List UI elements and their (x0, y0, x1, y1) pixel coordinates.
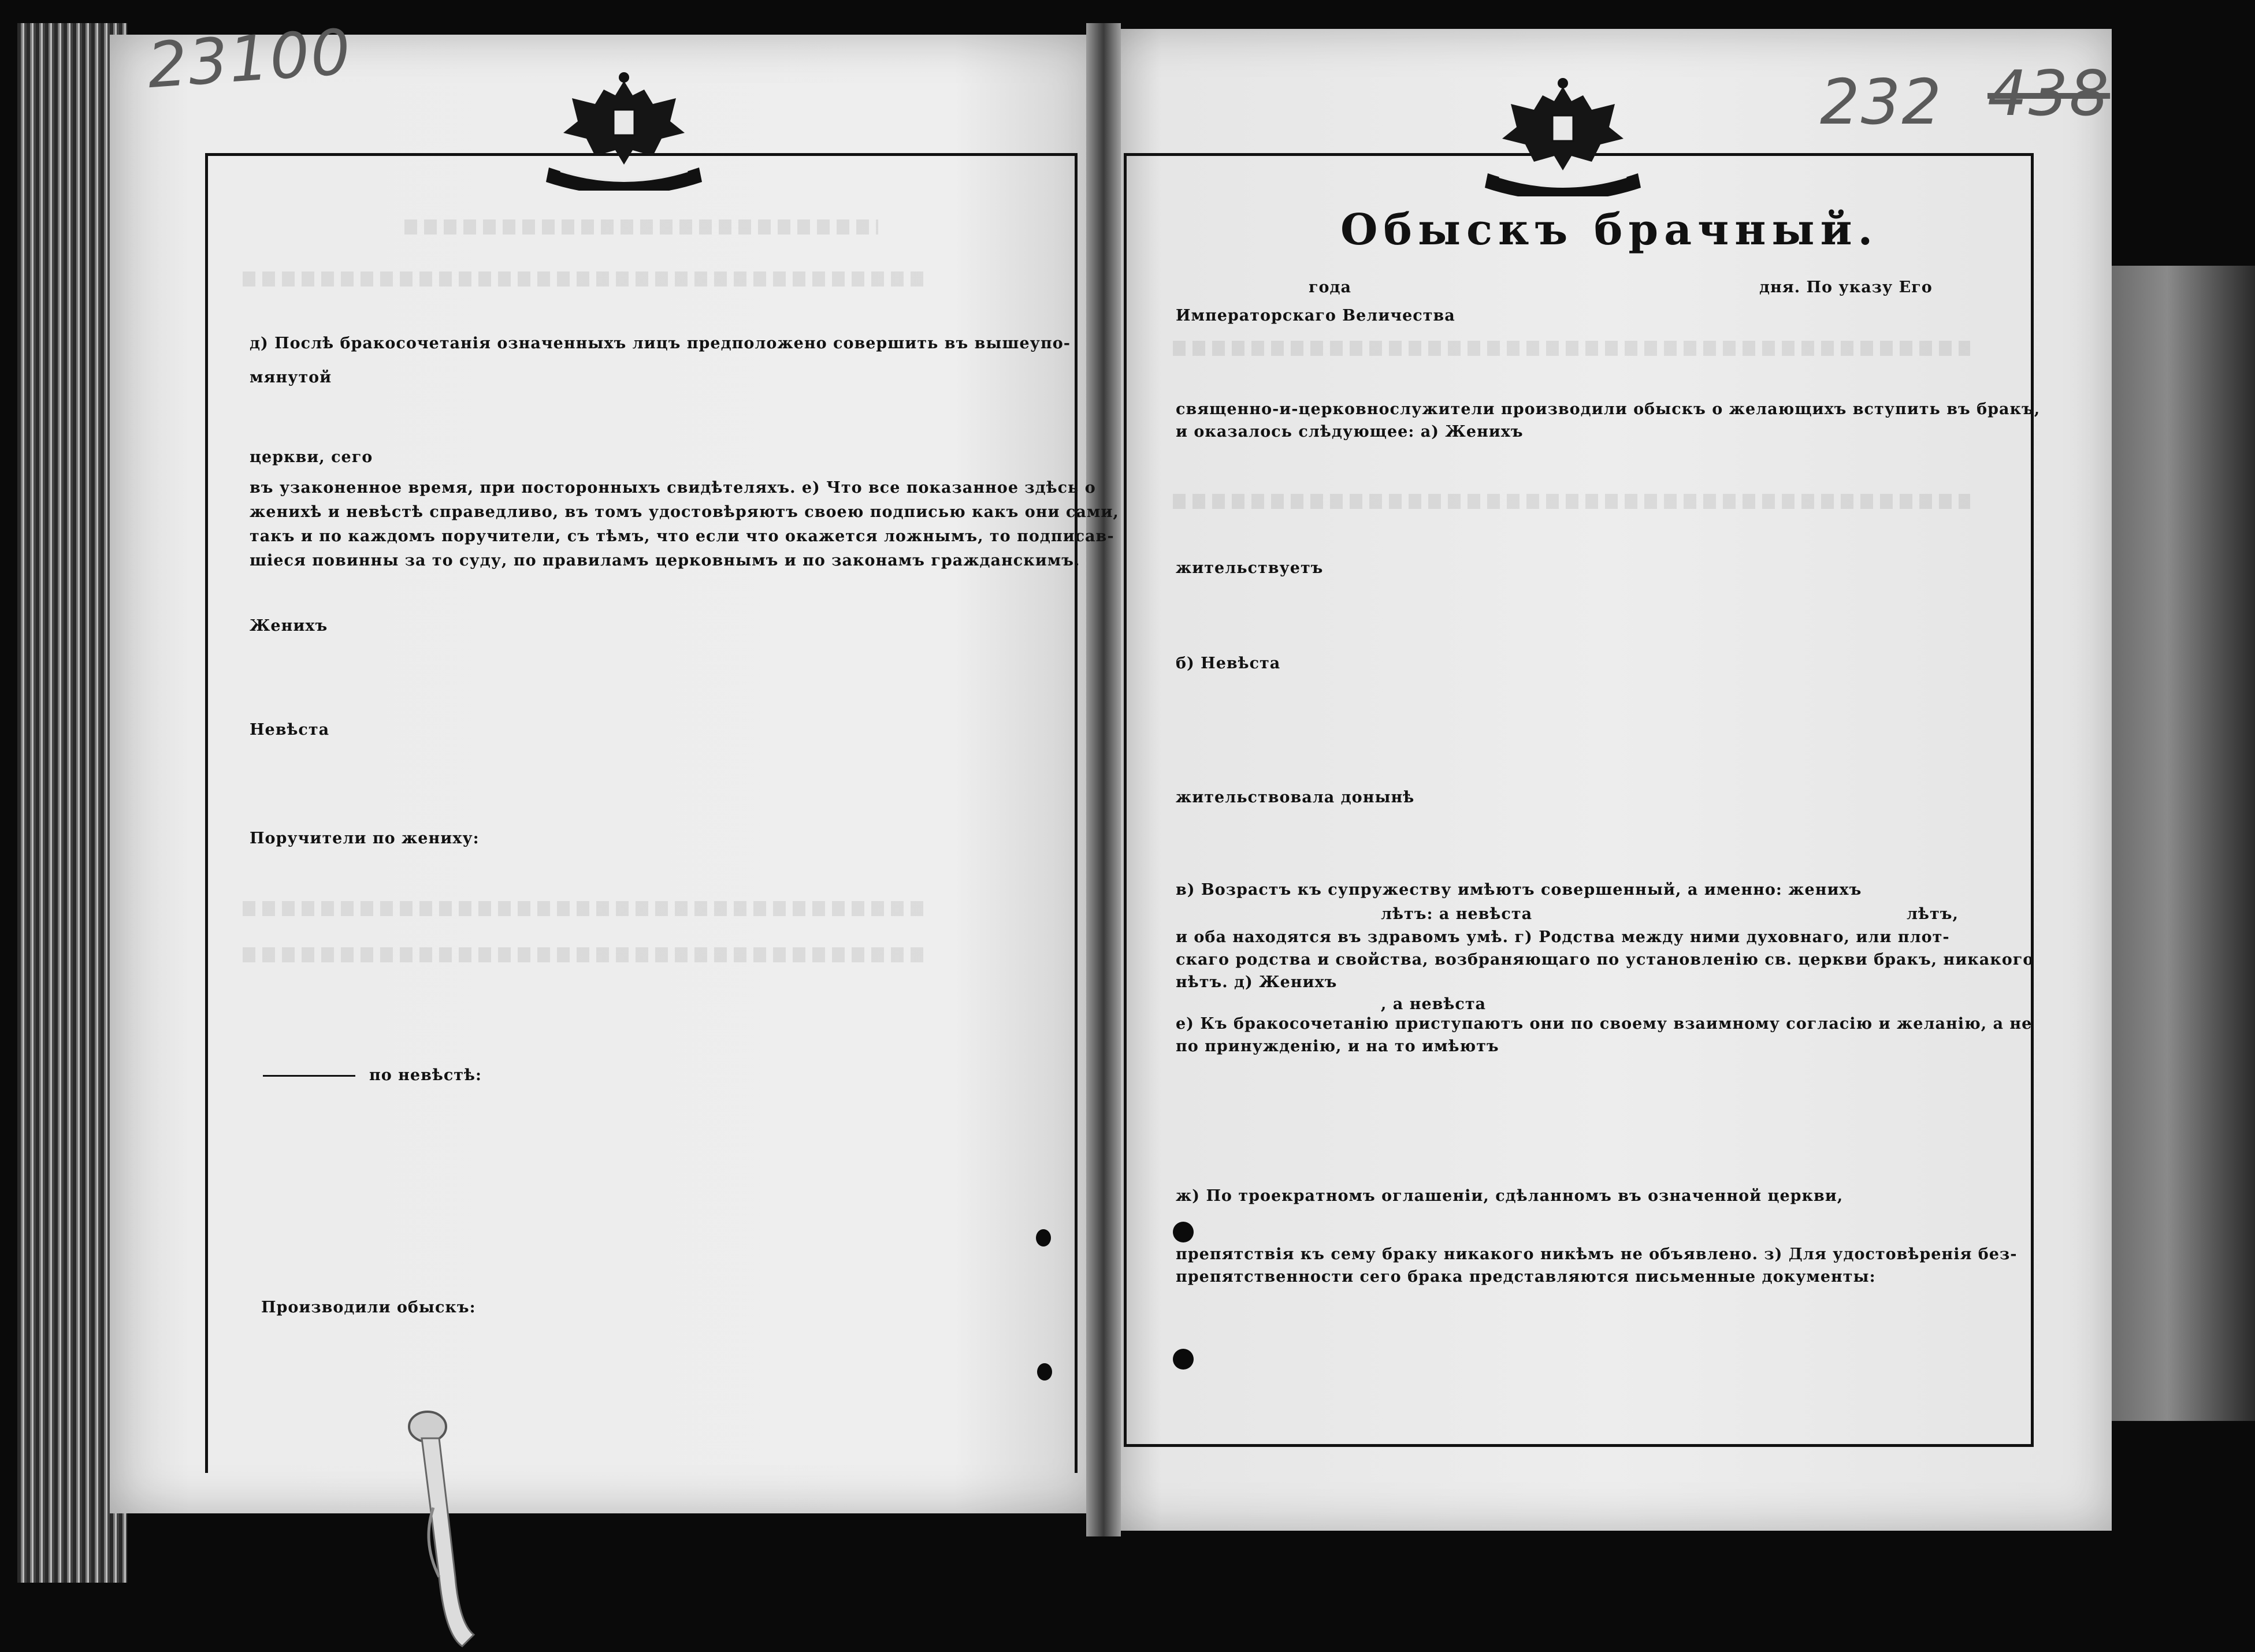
ink-blot (1173, 1222, 1194, 1242)
binding-hole (1037, 1363, 1052, 1381)
ink-blot (1173, 1349, 1194, 1370)
bride-residence-label: жительствовала донынѣ (1176, 788, 1415, 806)
day-decree-label: дня. По указу Его (1759, 278, 1933, 296)
year-label: года (1309, 278, 1352, 296)
left-paragraph-line: въ узаконенное время, при посторонныхъ свидѣтеляхъ. е) Что все показанное здѣсь о (250, 479, 1096, 497)
groom-residence-label: жительствуетъ (1176, 559, 1324, 577)
groom-label: Женихъ (250, 617, 328, 635)
left-church-line: церкви, сего (250, 448, 373, 466)
age-line: лѣтъ, (1907, 905, 1959, 923)
left-paragraph-line: такъ и по каждомъ поручители, съ тѣмъ, что если что окажется ложнымъ, то подписав- (250, 527, 1115, 545)
consent-line: е) Къ бракосочетанію приступаютъ они по своему взаимному согласію и желанію, а не (1176, 1015, 2033, 1033)
majesty-line: Императорскаго Величества (1176, 307, 1455, 325)
clergy-line: и оказалось слѣдующее: а) Женихъ (1176, 423, 1524, 441)
double-headed-eagle-crest-icon (1476, 75, 1650, 196)
banns-line: ж) По троекратномъ оглашеніи, сдѣланномъ въ означенной церкви, (1176, 1187, 1844, 1205)
paper-clip-icon (399, 1404, 480, 1652)
clergy-line: священно-и-церковнослужители производили обыскъ о желающихъ вступить въ бракъ, (1176, 400, 2041, 418)
groom-guarantors-label: Поручители по жениху: (250, 829, 480, 847)
obstacle-line: препятственности сего брака представляются письменные документы: (1176, 1268, 1876, 1286)
consent-line: по принужденію, и на то имѣютъ (1176, 1037, 1499, 1055)
left-paragraph-line: шіеся повинны за то суду, по правиламъ церковнымъ и по законамъ гражданскимъ. (250, 552, 1080, 570)
kinship-line: нѣтъ. д) Женихъ (1176, 973, 1338, 991)
bride-guarantors-row (263, 1065, 482, 1087)
folio-number-old: 438 (1987, 58, 2111, 130)
binding-hole (1036, 1229, 1051, 1247)
folio-number: 232 (1820, 66, 1943, 139)
kinship-line: , а невѣста (1381, 995, 1487, 1013)
right-background-shadow (2109, 266, 2255, 1421)
blank-line (263, 1075, 355, 1077)
book-gutter (1086, 23, 1121, 1536)
document-title: Обыскъ брачный. (1340, 205, 1879, 255)
left-paragraph-line: д) Послѣ бракосочетанія означенныхъ лицъ предположено совершить въ вышеупо- (250, 334, 1071, 352)
kinship-line: скаго родства и свойства, возбраняющаго по установленію св. церкви бракъ, никакого (1176, 951, 2034, 969)
bride-guarantors-label: по невѣстѣ: (369, 1066, 482, 1084)
left-paragraph-line: женихѣ и невѣстѣ справедливо, въ томъ удостовѣряютъ своею подписью какъ они сами, (250, 503, 1119, 521)
age-line: лѣтъ: а невѣста (1381, 905, 1533, 923)
double-headed-eagle-crest-icon (537, 69, 711, 191)
conducted-by-label: Производили обыскъ: (261, 1298, 476, 1316)
age-line: в) Возрастъ къ супружеству имѣютъ совершенный, а именно: женихъ (1176, 881, 1862, 899)
left-paragraph-line: мянутой (250, 369, 332, 386)
bride-label: Невѣста (250, 721, 330, 739)
archive-number: 23100 (145, 16, 354, 103)
obstacle-line: препятствія къ сему браку никакого никѣмъ не объявлено. з) Для удостовѣренія без- (1176, 1245, 2018, 1263)
kinship-line: и оба находятся въ здравомъ умѣ. г) Родства между ними духовнаго, или плот- (1176, 928, 1950, 946)
bride-label-right: б) Невѣста (1176, 654, 1281, 672)
